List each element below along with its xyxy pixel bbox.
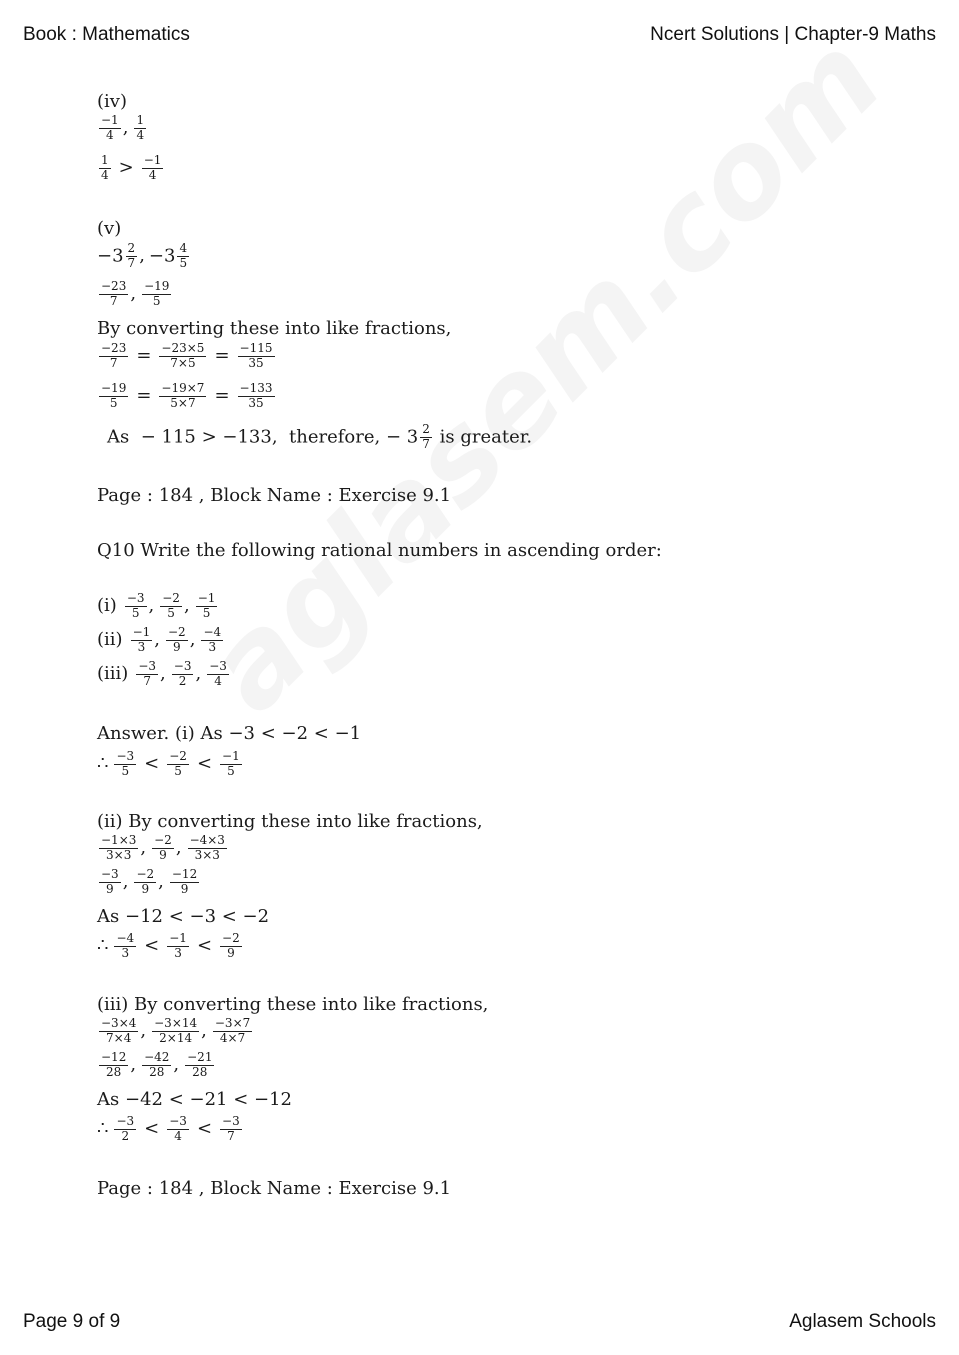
fraction: $\frac{4}{5}$ — [179, 241, 188, 270]
fraction: $\frac{-4}{3}$ — [203, 625, 222, 654]
fraction: $\frac{-2}{9}$ — [222, 931, 240, 960]
fraction: $\frac{-19}{5}$ — [144, 279, 170, 308]
part-v-improper: $\frac{-23}{7}$ , $\frac{-19}{5}$ — [101, 279, 170, 308]
part-iv-compare: $\frac{1}{4}$ > $\frac{-1}{4}$ — [101, 153, 162, 182]
fraction: $\frac{-3}{4}$ — [169, 1114, 187, 1143]
fraction: $\frac{-115}{35}$ — [239, 341, 273, 370]
answer-i: Answer. (i) As −3 < −2 < −1 — [97, 723, 362, 744]
part-v-label: (v) — [97, 218, 122, 239]
fraction: $\frac{-1}{4}$ — [143, 153, 162, 182]
fraction: $\frac{-2}{5}$ — [162, 591, 180, 620]
fraction: $\frac{-19\times 7}{5\times 7}$ — [161, 381, 205, 410]
fraction: $\frac{-3}{2}$ — [116, 1114, 135, 1143]
fraction: $\frac{-3}{7}$ — [222, 1114, 240, 1143]
fraction: $\frac{-2}{9}$ — [154, 833, 172, 862]
part-v-conclusion: As − 115 > −133, therefore, − 3 $\frac{2}{7}$ is greater. — [107, 422, 533, 451]
fraction: $\frac{-1}{4}$ — [101, 113, 119, 142]
fraction: $\frac{-1}{3}$ — [132, 625, 151, 654]
answer-ii-step-2: $\frac{-3}{9}$ , $\frac{-2}{9}$ , $\frac{-12}{9}$ — [101, 867, 198, 896]
question-10: Q10 Write the following rational numbers in ascending order: — [97, 540, 662, 561]
answer-ii-as: As −12 < −3 < −2 — [97, 906, 270, 927]
fraction: $\frac{-2}{9}$ — [136, 867, 155, 896]
part-v-converting-text: By converting these into like fractions, — [97, 318, 452, 339]
fraction: $\frac{-3\times 7}{4\times 7}$ — [214, 1016, 251, 1045]
footer-publisher: Aglasem Schools — [789, 1311, 936, 1332]
header-chapter-title: Ncert Solutions | Chapter-9 Maths — [650, 24, 936, 45]
answer-ii-result: ∴ $\frac{-4}{3}$ < $\frac{-1}{3}$ < $\frac{-2}{9}$ — [97, 931, 240, 960]
fraction: $\frac{-3}{7}$ — [138, 659, 157, 688]
q10-part-ii: (ii) $\frac{-1}{3}$ , $\frac{-2}{9}$ , $\frac{-4}{3}$ — [97, 625, 222, 654]
q10-part-iii: (iii) $\frac{-3}{7}$ , $\frac{-3}{2}$ , $\frac{-3}{4}$ — [97, 659, 227, 688]
page-reference-2: Page : 184 , Block Name : Exercise 9.1 — [97, 1178, 452, 1199]
fraction: $\frac{-3}{4}$ — [209, 659, 227, 688]
fraction: $\frac{-3\times 4}{7\times 4}$ — [101, 1016, 137, 1045]
header-book-title: Book : Mathematics — [23, 24, 190, 45]
part-iv-label: (iv) — [97, 91, 127, 112]
fraction: $\frac{-23\times 5}{7\times 5}$ — [161, 341, 205, 370]
fraction: $\frac{-3}{2}$ — [173, 659, 192, 688]
q10-part-i: (i) $\frac{-3}{5}$ , $\frac{-2}{5}$ , $\frac{-1}{5}$ — [97, 591, 216, 620]
fraction: $\frac{2}{7}$ — [127, 241, 136, 270]
fraction: $\frac{-1}{5}$ — [197, 591, 216, 620]
fraction: $\frac{-3}{5}$ — [116, 749, 135, 778]
fraction: $\frac{1}{4}$ — [136, 113, 145, 142]
fraction: $\frac{-12}{28}$ — [101, 1050, 127, 1079]
fraction: $\frac{-4}{3}$ — [116, 931, 135, 960]
fraction: $\frac{-21}{28}$ — [187, 1050, 213, 1079]
fraction: $\frac{-133}{35}$ — [239, 381, 273, 410]
part-v-mixed: −3 $\frac{2}{7}$ , −3 $\frac{4}{5}$ — [97, 241, 188, 270]
answer-ii-step-1: $\frac{-1\times 3}{3\times 3}$ , $\frac{-2}{9}$ , $\frac{-4\times 3}{3\times 3}$ — [101, 833, 225, 862]
answer-iii-step-1: $\frac{-3\times 4}{7\times 4}$ , $\frac{-3\times 14}{2\times 14}$ , $\frac{-3\times 7}{4\times 7}$ — [101, 1016, 251, 1045]
fraction: $\frac{-12}{9}$ — [171, 867, 198, 896]
watermark — [180, 10, 908, 738]
fraction: $\frac{1}{4}$ — [101, 153, 109, 182]
part-iv-pair: $\frac{-1}{4}$ , $\frac{1}{4}$ — [101, 113, 145, 142]
answer-iii-step-2: $\frac{-12}{28}$ , $\frac{-42}{28}$ , $\frac{-21}{28}$ — [101, 1050, 213, 1079]
answer-iii-text: (iii) By converting these into like fractions, — [97, 994, 489, 1015]
answer-ii-text: (ii) By converting these into like fractions, — [97, 811, 483, 832]
fraction: $\frac{-19}{5}$ — [101, 381, 127, 410]
fraction: $\frac{-3\times 14}{2\times 14}$ — [154, 1016, 198, 1045]
fraction: $\frac{-1}{5}$ — [222, 749, 240, 778]
fraction: $\frac{-23}{7}$ — [101, 279, 127, 308]
fraction: $\frac{-2}{9}$ — [168, 625, 186, 654]
page-reference-1: Page : 184 , Block Name : Exercise 9.1 — [97, 485, 452, 506]
part-v-equation-2: $\frac{-19}{5}$ = $\frac{-19\times 7}{5\times 7}$ = $\frac{-133}{35}$ — [101, 381, 273, 410]
answer-i-result: ∴ $\frac{-3}{5}$ < $\frac{-2}{5}$ < $\frac{-1}{5}$ — [97, 749, 240, 778]
fraction: $\frac{-1\times 3}{3\times 3}$ — [101, 833, 137, 862]
part-v-equation-1: $\frac{-23}{7}$ = $\frac{-23\times 5}{7\times 5}$ = $\frac{-115}{35}$ — [101, 341, 273, 370]
fraction: $\frac{-4\times 3}{3\times 3}$ — [189, 833, 225, 862]
footer-page-number: Page 9 of 9 — [23, 1311, 121, 1332]
fraction: $\frac{-23}{7}$ — [101, 341, 127, 370]
answer-iii-as: As −42 < −21 < −12 — [97, 1089, 292, 1110]
answer-iii-result: ∴ $\frac{-3}{2}$ < $\frac{-3}{4}$ < $\frac{-3}{7}$ — [97, 1114, 240, 1143]
fraction: $\frac{-1}{3}$ — [169, 931, 187, 960]
fraction: $\frac{-3}{5}$ — [126, 591, 145, 620]
fraction: $\frac{-42}{28}$ — [144, 1050, 170, 1079]
fraction: $\frac{-2}{5}$ — [169, 749, 187, 778]
fraction: $\frac{-3}{9}$ — [101, 867, 119, 896]
